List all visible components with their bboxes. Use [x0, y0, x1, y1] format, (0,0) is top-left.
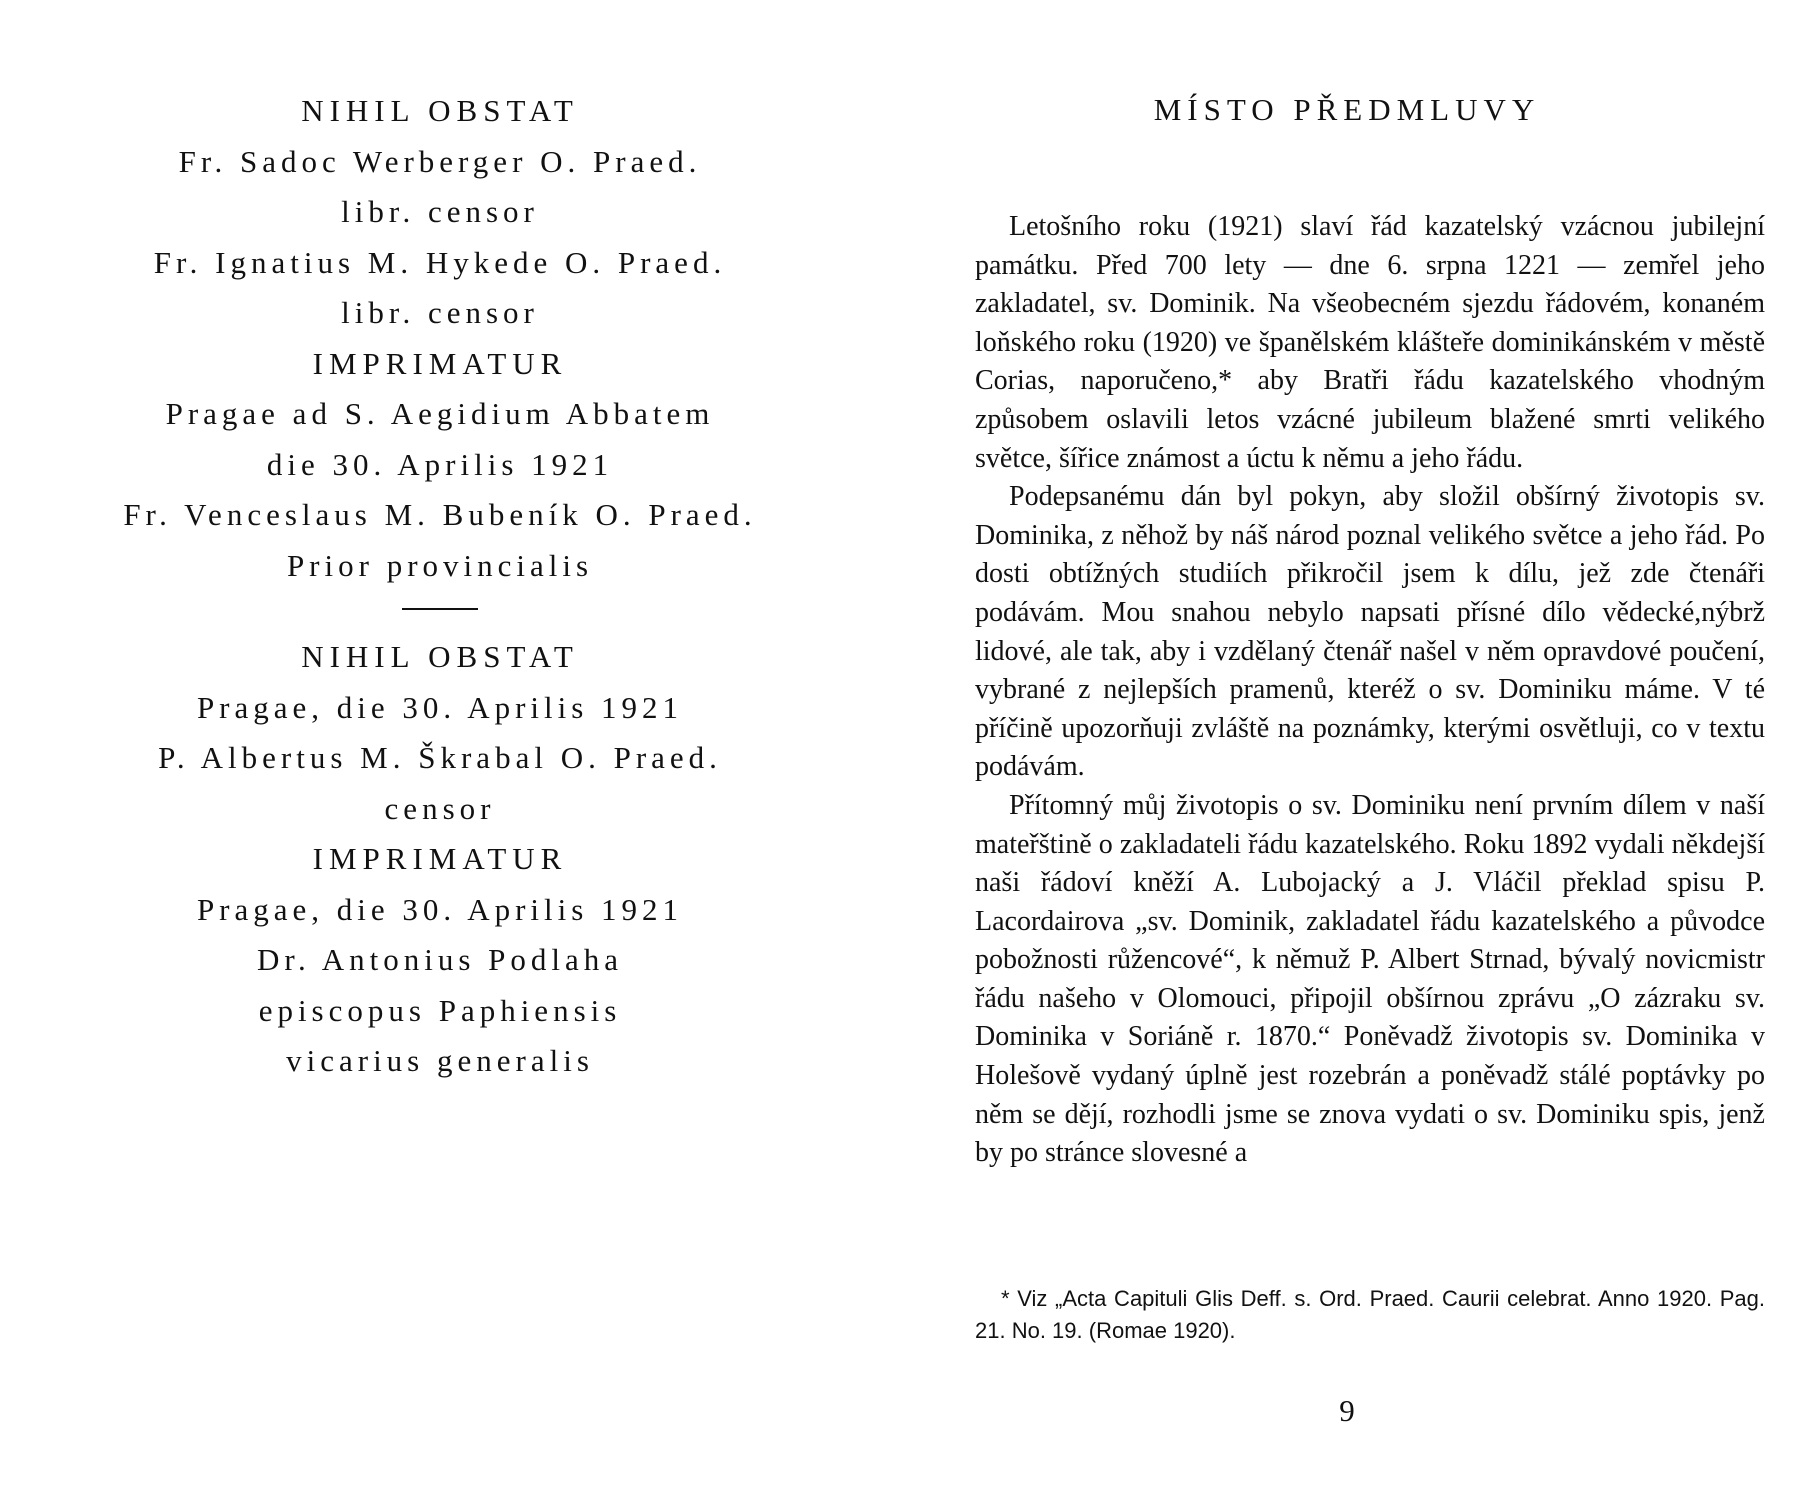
divider-rule: [402, 608, 478, 610]
approbation-line: censor: [384, 790, 496, 826]
approbation-line: Pragae ad S. Aegidium Abbatem: [165, 396, 715, 431]
body-text: [975, 208, 1765, 1173]
approbation-line: Fr. Venceslaus M. Bubeník O. Praed.: [123, 497, 757, 532]
approbation-line: Pragae, die 30. Aprilis 1921: [196, 891, 684, 927]
approbation-line: Fr. Sadoc Werberger O. Praed.: [178, 143, 702, 179]
right-page: [880, 0, 1814, 1500]
footnote-text: * Viz „Acta Capituli Glis Deff. s. Ord. Praed. Caurii celebrat. Anno 1920. Pag. 21. No. 19. (Romae 1920).: [975, 1286, 1765, 1343]
approbation-line: libr. censor: [341, 194, 539, 229]
paragraph: Letošního roku (1921) slaví řád kazatelský vzácnou jubilejní památku. Před 700 lety — dne 6. srpna 1221 — zemřel jeho zakladatel, sv. Dominik. Na všeobecném sjezdu řádovém, konaném loňského roku (1920) ve španělském klášteře dominikánském v městě Corias, naporučeno,* aby Bratři řádu kazatelského vhodným způsobem oslavili letos vzácné jubileum blažené smrti velikého světce, šířice známost a úctu k němu a jeho řádu.: [975, 211, 1765, 474]
chapter-title: MÍSTO PŘEDMLUVY: [1153, 92, 1541, 127]
footnote: [975, 1283, 1765, 1347]
approbation-block: [40, 86, 840, 1087]
left-page: [0, 0, 880, 1500]
approbation-line: Fr. Ignatius M. Hykede O. Praed.: [153, 244, 727, 280]
approbation-line: P. Albertus M. Škrabal O. Praed.: [158, 740, 722, 775]
approbation-line: IMPRIMATUR: [312, 345, 568, 381]
page-number: 9: [1339, 1393, 1355, 1428]
approbation-line: NIHIL OBSTAT: [301, 639, 579, 674]
approbation-line: episcopus Paphiensis: [258, 992, 622, 1028]
approbation-line: Dr. Antonius Podlaha: [256, 942, 624, 977]
approbation-line: vicarius generalis: [286, 1043, 594, 1078]
approbation-line: IMPRIMATUR: [312, 841, 568, 876]
approbation-line: Prior provincialis: [286, 547, 594, 583]
approbation-line: libr. censor: [341, 295, 539, 330]
paragraph: Podepsanému dán byl pokyn, aby složil obšírný životopis sv. Dominika, z něhož by náš národ poznal velikého světce a jeho řád. Po dosti obtížných studiích přikročil jsem k dílu, jež zde čtenáři podávám. Mou snahou nebylo napsati přísné dílo vědecké,nýbrž lidové, ale tak, aby i vzdělaný čtenář našel v něm opravdové poučení, vybrané z nejlepších pramenů, kteréž o sv. Dominiku máme. V té příčině upozorňuji zvláště na poznámky, kterými osvětluji, co v textu podávám.: [975, 481, 1765, 783]
approbation-line: Pragae, die 30. Aprilis 1921: [196, 689, 684, 725]
paragraph: Přítomný můj životopis o sv. Dominiku není prvním dílem v naší mateřštině o zakladateli řádu kazatelského. Roku 1892 vydali někdejší naši řádoví kněží A. Lubojacký a J. Vláčil překlad spisu P. Lacordairova „sv. Dominik, zakladatel řádu kazatelského a původce pobožnosti růžencové“, k němuž P. Albert Strnad, bývalý novicmistr řádu našeho v Olomouci, připojil obšírnou zprávu „O zázraku sv. Dominika v Soriáně r. 1870.“ Poněvadž životopis sv. Dominika v Holešově vydaný úplně jest rozebrán a poněvadž stálé poptávky po něm se dějí, rozhodli jsme se znova vydati o sv. Dominiku spis, jenž by po stránce slovesné a: [975, 789, 1765, 1169]
approbation-line: NIHIL OBSTAT: [301, 93, 579, 128]
approbation-line: die 30. Aprilis 1921: [266, 446, 614, 482]
